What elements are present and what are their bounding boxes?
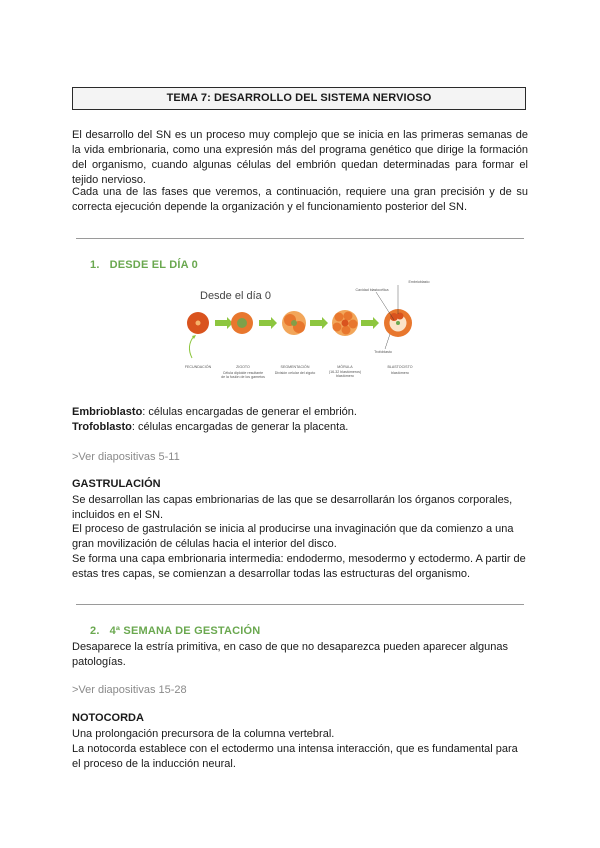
section-1-heading: [90, 259, 198, 271]
label-blastocisto: BLASTOCISTO: [387, 365, 413, 369]
label-morula: MÓRULA: [337, 365, 353, 369]
intro-paragraph-1: El desarrollo del SN es un proceso muy complejo que se inicia en las primeras semanas de la vida embrionaria, como una expresión más del programa genético que dirige la formación del organismo, cuando algunas células del embrión quedan determinadas para formar el tejido nervioso.: [72, 129, 528, 186]
embryo-development-figure: [180, 280, 430, 385]
section-2-title: 4ª SEMANA DE GESTACIÓN: [109, 625, 261, 637]
cell-nucleus-icon: [291, 320, 297, 326]
section-divider: [76, 604, 524, 605]
pointer-line: [385, 334, 390, 349]
notocorda-paragraph-2: La notocorda establece con el ectodermo una intensa interacción, que es fundamental para el proceso de la inducción neural.: [72, 743, 518, 770]
label-zigoto: ZIGOTO: [236, 365, 250, 369]
label-embrioblasto: Embrioblasto: [408, 280, 430, 284]
arrow-icon: [215, 317, 233, 329]
fecundation-arrow-icon: [189, 336, 194, 358]
page-title: TEMA 7: DESARROLLO DEL SISTEMA NERVIOSO: [72, 87, 526, 110]
section-2-number: 2.: [90, 625, 100, 637]
definition-term: Embrioblasto: [72, 406, 143, 418]
arrow-icon: [361, 317, 379, 329]
label-segmentacion: SEGMENTACIÓN: [280, 365, 310, 369]
label-cavidad: Cavidad blastocélica: [355, 288, 389, 292]
gastrulacion-heading: GASTRULACIÓN: [72, 478, 161, 490]
label-blastomero: blastómero: [391, 371, 409, 375]
figure-title: Desde el día 0: [200, 290, 271, 302]
label-fecundacion: FECUNDACIÓN: [184, 365, 212, 369]
definition-term: Trofoblasto: [72, 421, 132, 433]
notocorda-paragraph-1: Una prolongación precursora de la columna vertebral.: [72, 728, 335, 740]
definition-text: : células encargadas de generar el embrión.: [142, 406, 357, 418]
section-2-paragraph: Desaparece la estría primitiva, en caso de que no desaparezca pueden aparecer algunas patologías.: [72, 641, 508, 668]
definition-embrioblasto: [72, 406, 357, 418]
definition-text: : células encargadas de generar la placenta.: [131, 421, 349, 433]
label-morula-desc: (16-32 blastómeros) blastómero: [328, 370, 362, 379]
cell-nucleus-icon: [237, 318, 247, 328]
arrow-icon: [310, 317, 328, 329]
pointer-line: [376, 292, 394, 320]
intro-paragraph-2: Cada una de las fases que veremos, a continuación, requiere una gran precisión y de su correcta ejecución depende la organización y el funcionamiento posterior del SN.: [72, 186, 528, 213]
gastrulacion-paragraph-2: El proceso de gastrulación se inicia al producirse una invaginación que da comienzo a una gran movilización de células hacia el interior del disco.: [72, 523, 514, 550]
gastrulacion-paragraph-3: Se forma una capa embrionaria intermedia: endodermo, mesodermo y ectodermo. A partir de estas tres capas, se comienzan a desarrollar todas las estructuras del organismo.: [72, 553, 526, 580]
gastrulacion-paragraph-1: Se desarrollan las capas embrionarias de las que se desarrollarán los órganos corporales, incluidos en el SN.: [72, 494, 513, 521]
notocorda-heading: NOTOCORDA: [72, 712, 144, 724]
figure-drawing: [180, 280, 420, 385]
slides-reference-2: >Ver diapositivas 15-28: [72, 684, 187, 696]
section-1-title: DESDE EL DÍA 0: [109, 259, 198, 271]
label-segmentacion-desc: División celular del zigoto: [274, 371, 316, 375]
section-1-number: 1.: [90, 259, 100, 271]
arrow-icon: [259, 317, 277, 329]
cell-morula-icon: [332, 310, 358, 336]
label-trofoblasto: Trofoblasto: [374, 350, 392, 354]
section-divider: [76, 238, 524, 239]
section-2-heading: [90, 625, 260, 637]
slides-reference-1: >Ver diapositivas 5-11: [72, 451, 180, 463]
definition-trofoblasto: [72, 421, 348, 433]
label-zigoto-desc: Célula diploide resultante de la fusión de los gametos: [221, 371, 265, 380]
cell-nucleus-icon: [196, 321, 201, 326]
